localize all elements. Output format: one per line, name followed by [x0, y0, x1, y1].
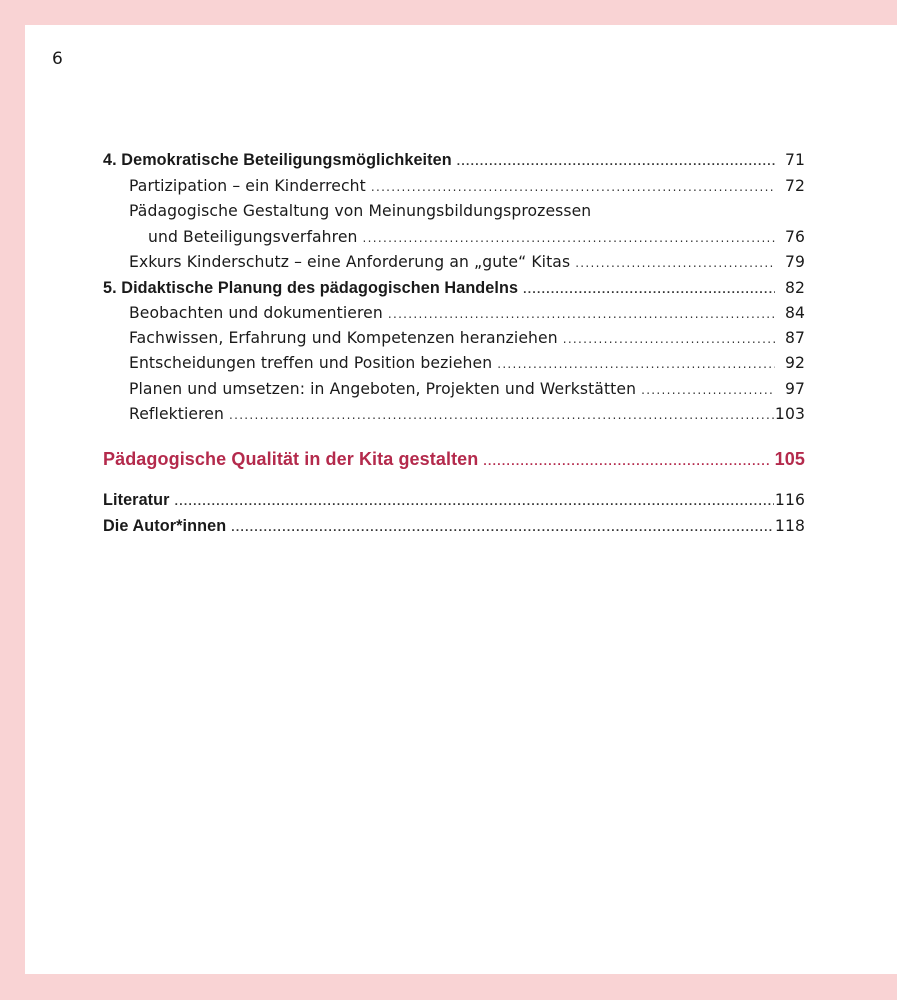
toc-entry-title: Entscheidungen treffen und Position beziehen	[129, 354, 493, 372]
toc-entry[interactable]	[103, 327, 805, 349]
dot-leader	[483, 450, 768, 472]
toc-entry-page: 82	[784, 278, 805, 297]
toc-entry-title: Beobachten und dokumentieren	[129, 304, 383, 322]
toc-entry-title: Pädagogische Gestaltung von Meinungsbildungsprozessen	[129, 202, 592, 220]
page-number: 6	[52, 49, 63, 69]
toc-entry-page: 79	[784, 253, 805, 271]
toc-entry-literature[interactable]	[103, 489, 805, 511]
toc-entry-title: Literatur	[103, 491, 170, 509]
dot-leader	[388, 303, 775, 325]
toc-entry-page: 76	[784, 227, 805, 246]
toc-entry-chapter-5[interactable]	[103, 277, 805, 299]
toc-entry-part[interactable]	[103, 448, 805, 470]
dot-leader	[641, 379, 775, 401]
toc-entry-title: Reflektieren	[129, 405, 224, 423]
toc-entry-authors[interactable]	[103, 515, 805, 537]
toc-entry[interactable]	[103, 302, 805, 324]
dot-leader	[231, 516, 774, 538]
dot-leader	[575, 252, 775, 274]
toc-entry-title: Planen und umsetzen: in Angeboten, Projekten und Werkstätten	[129, 379, 637, 398]
dot-leader	[457, 150, 775, 172]
toc-entry-page: 72	[784, 176, 805, 195]
toc-entry-title: Pädagogische Qualität in der Kita gestalten	[103, 449, 479, 469]
dot-leader	[563, 328, 775, 350]
dot-leader	[497, 353, 775, 375]
dot-leader	[371, 176, 775, 198]
toc-entry-page: 84	[784, 304, 805, 322]
toc-entry[interactable]	[103, 378, 805, 400]
toc-entry[interactable]	[103, 200, 805, 222]
toc-entry-page: 87	[784, 329, 805, 347]
toc-entry-page: 116	[774, 491, 805, 509]
toc-entry-page: 71	[784, 151, 805, 169]
toc-entry-title: Fachwissen, Erfahrung und Kompetenzen heranziehen	[129, 329, 558, 347]
dot-leader	[363, 227, 775, 249]
toc-entry-page: 92	[784, 354, 805, 372]
toc-entry-title: 4. Demokratische Beteiligungsmöglichkeiten	[103, 151, 452, 169]
toc-entry[interactable]	[103, 175, 805, 197]
toc-entry[interactable]	[103, 403, 805, 425]
toc-entry-title: Exkurs Kinderschutz – eine Anforderung an „gute“ Kitas	[129, 253, 571, 271]
dot-leader	[175, 490, 774, 512]
toc-entry[interactable]	[103, 251, 805, 273]
toc-entry-chapter-4[interactable]	[103, 149, 805, 171]
book-page	[25, 25, 897, 974]
toc-entry-page: 105	[774, 449, 805, 469]
toc-entry-title: Die Autor*innen	[103, 516, 227, 535]
dot-leader	[229, 404, 774, 426]
dot-leader	[523, 278, 775, 300]
toc-entry-page: 103	[774, 405, 805, 423]
toc-entry-continuation[interactable]	[103, 226, 805, 248]
toc-entry-page: 97	[784, 379, 805, 398]
toc-entry-title: Partizipation – ein Kinderrecht	[129, 176, 366, 195]
toc-entry-title: und Beteiligungsverfahren	[148, 227, 358, 246]
toc-entry[interactable]	[103, 352, 805, 374]
toc-entry-page: 118	[774, 516, 805, 535]
toc-entry-title: 5. Didaktische Planung des pädagogischen Handelns	[103, 278, 519, 297]
